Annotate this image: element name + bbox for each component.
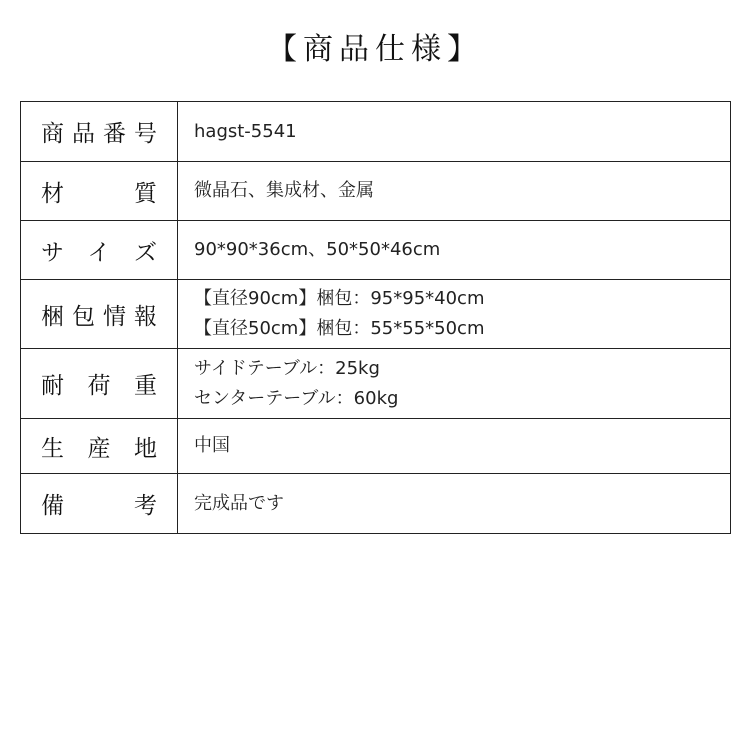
spec-label [21, 280, 178, 348]
spec-row-load-capacity [21, 348, 730, 418]
spec-value [178, 102, 730, 161]
spec-row-packaging [21, 279, 730, 348]
spec-label-char: 商 [41, 121, 64, 147]
spec-value [178, 162, 730, 220]
spec-label-char: 考 [134, 493, 157, 519]
spec-label [21, 419, 178, 473]
spec-value-line: 90*90*36cm、50*50*46cm [194, 239, 441, 260]
spec-value [178, 221, 730, 279]
spec-value-line: hagst-5541 [194, 120, 297, 142]
spec-label-char: 質 [134, 180, 157, 207]
spec-value [178, 474, 730, 533]
spec-label-char: イ [87, 239, 111, 266]
spec-label-char: 地 [134, 435, 157, 462]
spec-label-char: 備 [41, 493, 64, 519]
spec-label-char: 材 [41, 180, 64, 207]
spec-label [21, 349, 178, 418]
spec-row-notes [21, 473, 730, 533]
spec-value-line: 完成品です [194, 492, 284, 514]
spec-table [20, 101, 731, 534]
page-title: 【商品仕様】 [267, 32, 483, 67]
spec-value-line: サイドテーブル：25kg [194, 357, 380, 379]
spec-label-char: 包 [72, 303, 95, 330]
spec-value [178, 349, 730, 418]
spec-row-material [21, 161, 730, 220]
spec-label-char: 号 [134, 121, 157, 147]
spec-value [178, 419, 730, 473]
spec-label-char: 梱 [41, 303, 64, 330]
spec-value-line: センターテーブル：60kg [194, 387, 399, 409]
spec-label-char: 重 [134, 373, 157, 399]
spec-label-char: 情 [103, 303, 126, 330]
spec-label-char: 番 [103, 121, 126, 147]
spec-value-line: 微晶石、集成材、金属 [194, 180, 374, 201]
spec-value-line: 中国 [194, 435, 230, 456]
spec-row-size [21, 220, 730, 279]
spec-value-line: 【直径50cm】梱包：55*55*50cm [194, 318, 485, 339]
spec-row-origin [21, 418, 730, 473]
spec-row-product-number [21, 102, 730, 161]
spec-label [21, 221, 178, 279]
spec-label [21, 474, 178, 533]
spec-label-char: 生 [41, 435, 64, 462]
spec-label-char: 品 [72, 121, 95, 147]
spec-label-char: 産 [87, 435, 111, 462]
spec-value [178, 280, 730, 348]
spec-label-char: 報 [134, 303, 157, 330]
spec-value-line: 【直径90cm】梱包：95*95*40cm [194, 288, 485, 309]
spec-label-char: ズ [134, 239, 157, 266]
spec-label-char: サ [41, 239, 64, 266]
spec-label [21, 102, 178, 161]
spec-label-char: 荷 [87, 373, 111, 399]
spec-label-char: 耐 [41, 373, 64, 399]
spec-label [21, 162, 178, 220]
